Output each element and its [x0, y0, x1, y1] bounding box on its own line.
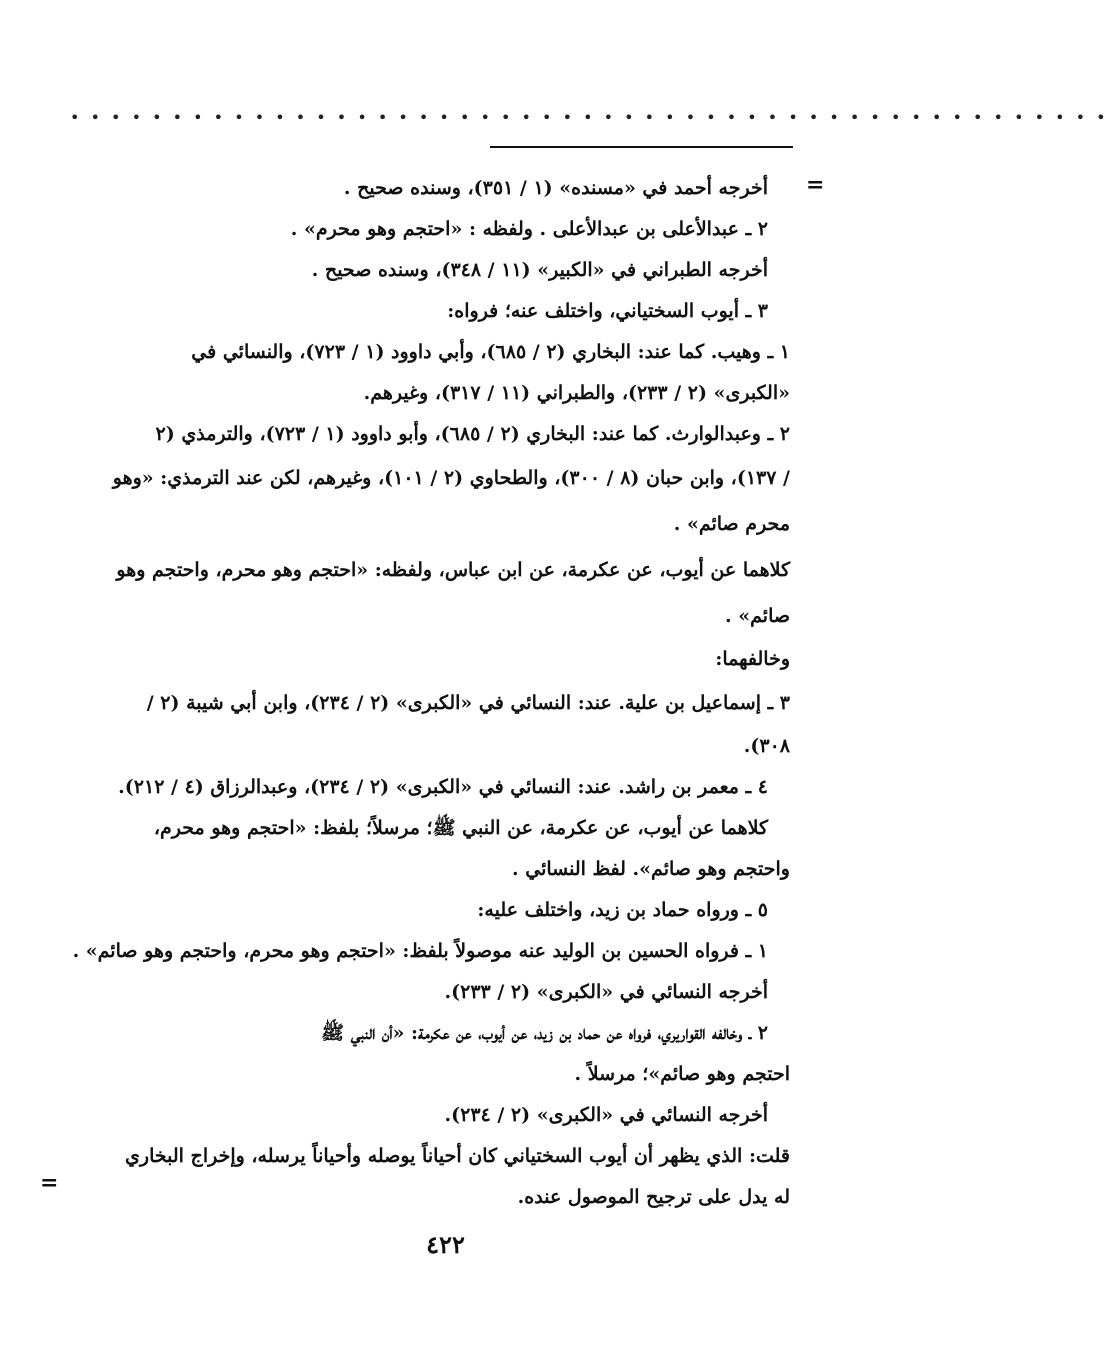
- page-number: ٤٢٢: [426, 1230, 465, 1259]
- text-line: «الكبرى» (٢ / ٢٣٣)، والطبراني (١١ / ٣١٧)، وغيرهم.: [363, 382, 790, 404]
- continuation-marker-bottom: =: [40, 1170, 59, 1196]
- text-line: ٣٠٨).: [743, 735, 790, 757]
- text-line: أخرجه أحمد في «مسنده» (١ / ٣٥١)، وسنده صحيح .: [343, 177, 768, 199]
- text-line: ٢ ـ وعبدالوارث. كما عند: البخاري (٢ / ٦٨٥)، وأبو داوود (١ / ٧٢٣)، والترمذي (٢: [155, 423, 790, 445]
- text-line: أخرجه النسائي في «الكبرى» (٢ / ٢٣٣).: [444, 981, 768, 1003]
- text-line: احتجم وهو صائم»؛ مرسلاً .: [574, 1063, 790, 1085]
- text-line: قلت: الذي يظهر أن أيوب السختياني كان أحياناً يوصله وأحياناً يرسله، وإخراج البخاري: [125, 1145, 790, 1167]
- text-line: ١ ـ وهيب. كما عند: البخاري (٢ / ٦٨٥)، وأبي داوود (١ / ٧٢٣)، والنسائي في: [191, 341, 790, 363]
- text-line: ٣ ـ إسماعيل بن علية. عند: النسائي في «الكبرى» (٢ / ٢٣٤)، وابن أبي شيبة (٢ /: [146, 692, 790, 714]
- text-line: ٢ ـ عبدالأعلى بن عبدالأعلى . ولفظه : «احتجم وهو محرم» .: [290, 218, 768, 240]
- text-line: / ١٣٧)، وابن حبان (٨ / ٣٠٠)، والطحاوي (٢ / ١٠١)، وغيرهم، لكن عند الترمذي: «وهو: [112, 467, 790, 489]
- text-line: صائم» .: [725, 605, 790, 627]
- header-dot-rule: • • • • • • • • • • • • • • • • • • • • • • • • • • • • • • • • • • • • • • • • • • • • • • • • • • •: [70, 108, 1109, 127]
- text-line: كلاهما عن أيوب، عن عكرمة، عن ابن عباس، ولفظه: «احتجم وهو محرم، واحتجم وهو: [116, 559, 790, 581]
- text-line: أخرجه الطبراني في «الكبير» (١١ / ٣٤٨)، وسنده صحيح .: [311, 259, 768, 281]
- text-line: ٢ ـ وخالفه القواريري، فرواه عن حماد بن زيد، عن أيوب، عن عكرمة: «أن النبي ﷺ: [321, 1022, 768, 1044]
- footnote-separator-line: [490, 146, 793, 148]
- text-line: محرم صائم» .: [673, 513, 790, 535]
- text-line: ٣ ـ أيوب السختياني، واختلف عنه؛ فرواه:: [447, 300, 768, 322]
- footnote-body: [62, 168, 790, 1218]
- text-line: ١ ـ فرواه الحسين بن الوليد عنه موصولاً بلفظ: «احتجم وهو محرم، واحتجم وهو صائم» .: [72, 940, 768, 962]
- text-line: أخرجه النسائي في «الكبرى» (٢ / ٢٣٤).: [444, 1104, 768, 1126]
- text-line: ٤ ـ معمر بن راشد. عند: النسائي في «الكبرى» (٢ / ٢٣٤)، وعبدالرزاق (٤ / ٢١٢).: [118, 776, 768, 798]
- continuation-marker-top: =: [806, 172, 825, 198]
- text-line: كلاهما عن أيوب، عن عكرمة، عن النبي ﷺ؛ مرسلاً؛ بلفظ: «احتجم وهو محرم،: [153, 817, 768, 839]
- text-line: له يدل على ترجيح الموصول عنده.: [517, 1186, 790, 1208]
- text-line: ٥ ـ ورواه حماد بن زيد، واختلف عليه:: [477, 899, 768, 921]
- text-line: واحتجم وهو صائم». لفظ النسائي .: [512, 858, 790, 880]
- text-line: وخالفهما:: [715, 648, 790, 670]
